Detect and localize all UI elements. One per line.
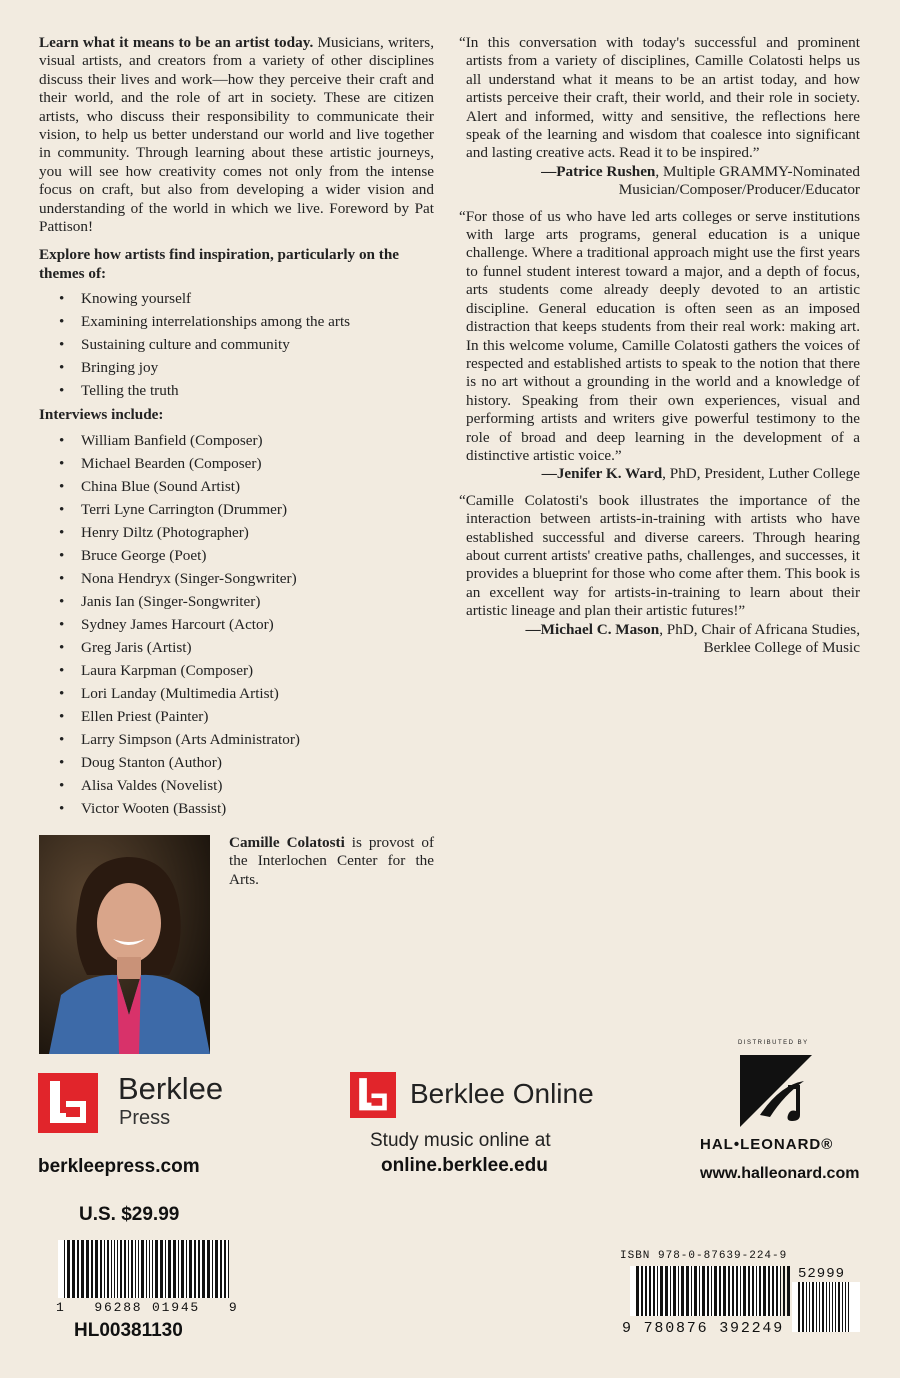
hal-leonard-logo-icon — [740, 1055, 812, 1127]
list-item: • Ellen Priest (Painter) — [39, 705, 434, 728]
barcode-bar — [660, 1266, 663, 1316]
quote-author: —Jenifer K. Ward — [541, 465, 663, 483]
list-item: • Henry Diltz (Photographer) — [39, 521, 434, 544]
barcode-bar — [657, 1266, 658, 1316]
list-item: • Sustaining culture and community — [39, 333, 434, 356]
barcode-bar — [816, 1282, 817, 1332]
berklee-press-name: Berklee — [118, 1071, 224, 1106]
barcode-bar — [768, 1266, 770, 1316]
barcode-bar — [806, 1282, 807, 1332]
barcode-bar — [670, 1266, 671, 1316]
quote-text: “For those of us who have led arts colleges or serve institutions with large arts programs, general education is a unique challenge. Where a traditional approach might use the first years to funnel student interest toward a major, and a depth of focus, arts students come already deeply devoted to an artistic discipline. General education is often seen as an imposed distraction that keeps students from their real work: making art. In this welcome volume, Camille Colatosti gathers the voices of respected and established artists to speak to the notion that there is no art without a grounding in the world and a knowledge of history. Speaking from their own experiences, visual and performing artists and writers give powerful testimony to the role of broad and deep learning in the development of a distinctive artistic voice.” — [459, 207, 860, 464]
barcode-bar — [714, 1266, 717, 1316]
right-column — [459, 34, 860, 665]
list-item: • China Blue (Sound Artist) — [39, 475, 434, 498]
barcode-bar — [702, 1266, 705, 1316]
barcode-bar — [678, 1266, 679, 1316]
barcode-bar — [645, 1266, 647, 1316]
barcode-bar — [776, 1266, 778, 1316]
barcode-bar — [224, 1240, 226, 1298]
quote-author-title: , PhD, President, Luther College — [662, 465, 860, 483]
barcode-bar — [728, 1266, 730, 1316]
barcode-bar — [155, 1240, 158, 1298]
quote-1 — [459, 34, 860, 200]
barcode-bar — [72, 1240, 75, 1298]
quote-attribution — [459, 621, 860, 658]
berklee-press-sub: Press — [119, 1107, 171, 1129]
list-item: • Sydney James Harcourt (Actor) — [39, 613, 434, 636]
quote-author-title: , PhD, Chair of Africana Studies, — [659, 620, 860, 638]
isbn-digits: 9 780876 392249 — [622, 1320, 785, 1337]
barcode-bar — [117, 1240, 118, 1298]
isbn-price-code: 52999 — [798, 1266, 846, 1282]
author-portrait-image — [39, 835, 210, 1054]
barcode-bar — [207, 1240, 210, 1298]
barcode-bar — [809, 1282, 810, 1332]
barcode-bar — [736, 1266, 738, 1316]
hal-leonard-url[interactable]: www.halleonard.com — [700, 1165, 860, 1182]
isbn-price-bars — [798, 1282, 851, 1332]
list-item: • Michael Bearden (Composer) — [39, 452, 434, 475]
hal-leonard-name: HAL•LEONARD® — [700, 1136, 834, 1153]
upc-bars — [64, 1240, 231, 1298]
quote-author-title-2: Musician/Composer/Producer/Educator — [618, 181, 860, 199]
barcode-bar — [691, 1266, 692, 1316]
barcode-bar — [104, 1240, 105, 1298]
list-item: • Greg Jaris (Artist) — [39, 636, 434, 659]
barcode-bar — [64, 1240, 65, 1298]
quote-text: “In this conversation with today's successful and prominent artists from a variety of disciplines, Camille Colatosti helps us all understand what it means to be an artist today, and how artists perceive their craft, their world, and their role in society. Alert and informed, witty and sensitive, the reflections here speak of the learning and wisdom that coalesce into significant and lasting creative acts. Read it to be inspired.” — [459, 34, 860, 162]
isbn-label: ISBN 978-0-87639-224-9 — [620, 1250, 788, 1262]
barcode-bar — [783, 1266, 785, 1316]
author-bio-text: is provost of the Interlochen Center for the Arts. — [229, 834, 435, 888]
barcode-bar — [212, 1240, 213, 1298]
barcode-bar — [752, 1266, 754, 1316]
barcode-bar — [763, 1266, 766, 1316]
barcode-bar — [686, 1266, 689, 1316]
list-item: • William Banfield (Composer) — [39, 429, 434, 452]
barcode-bar — [748, 1266, 750, 1316]
list-item: • Terri Lyne Carrington (Drummer) — [39, 498, 434, 521]
themes-heading: Explore how artists find inspiration, particularly on the themes of: — [39, 246, 400, 282]
barcode-bar — [138, 1240, 139, 1298]
barcode-bar — [707, 1266, 709, 1316]
barcode-bar — [128, 1240, 129, 1298]
upc-digits: 1 96288 01945 9 — [56, 1300, 239, 1315]
list-item: • Bringing joy — [39, 356, 434, 379]
barcode-bar — [228, 1240, 229, 1298]
author-name: Camille Colatosti — [229, 834, 345, 851]
barcode-bar — [152, 1240, 153, 1298]
barcode-bar — [165, 1240, 166, 1298]
list-item: • Knowing yourself — [39, 287, 434, 310]
quote-author-title-2: Berklee College of Music — [703, 639, 860, 656]
berklee-online-name: Berklee Online — [410, 1078, 594, 1109]
list-item: • Nona Hendryx (Singer-Songwriter) — [39, 567, 434, 590]
barcode-bar — [699, 1266, 700, 1316]
barcode-bar — [848, 1282, 849, 1332]
barcode-bar — [665, 1266, 668, 1316]
barcode-bar — [732, 1266, 734, 1316]
price: U.S. $29.99 — [79, 1204, 180, 1225]
barcode-bar — [772, 1266, 774, 1316]
barcode-bar — [149, 1240, 150, 1298]
barcode-bar — [812, 1282, 814, 1332]
barcode-bar — [107, 1240, 109, 1298]
quote-attribution — [459, 465, 860, 483]
barcode-bar — [743, 1266, 746, 1316]
barcode-bar — [759, 1266, 761, 1316]
barcode-bar — [681, 1266, 684, 1316]
barcode-bar — [160, 1240, 163, 1298]
barcode-bar — [819, 1282, 820, 1332]
barcode-bar — [198, 1240, 200, 1298]
barcode-bar — [181, 1240, 184, 1298]
barcode-bar — [756, 1266, 757, 1316]
berklee-press-url[interactable]: berkleepress.com — [38, 1156, 200, 1177]
barcode-bar — [838, 1282, 840, 1332]
barcode-bar — [202, 1240, 205, 1298]
barcode-bar — [649, 1266, 651, 1316]
barcode-bar — [141, 1240, 144, 1298]
barcode-bar — [798, 1282, 800, 1332]
barcode-bar — [189, 1240, 192, 1298]
hal-leonard-logo — [740, 1055, 812, 1132]
barcode-bar — [832, 1282, 833, 1332]
isbn-barcode — [630, 1266, 780, 1316]
barcode-bar — [86, 1240, 89, 1298]
barcode-bar — [780, 1266, 781, 1316]
list-item: • Victor Wooten (Bassist) — [39, 797, 434, 820]
intro-paragraph — [39, 34, 434, 236]
berklee-online-line1: Study music online at — [370, 1130, 551, 1151]
list-item: • Examining interrelationships among the arts — [39, 310, 434, 333]
barcode-bar — [220, 1240, 222, 1298]
berklee-press-logo — [38, 1073, 98, 1138]
barcode-bar — [723, 1266, 726, 1316]
barcode-bar — [146, 1240, 147, 1298]
intro-bold: Learn what it means to be an artist today. — [39, 34, 314, 51]
barcode-bar — [111, 1240, 112, 1298]
barcode-bar — [802, 1282, 804, 1332]
barcode-bar — [673, 1266, 676, 1316]
barcode-bar — [120, 1240, 122, 1298]
interviews-heading: Interviews include: — [39, 406, 164, 424]
barcode-bar — [91, 1240, 93, 1298]
quote-2 — [459, 208, 860, 484]
barcode-bar — [124, 1240, 126, 1298]
berklee-logo-icon — [38, 1073, 98, 1133]
barcode-bar — [168, 1240, 171, 1298]
quote-author: —Patrice Rushen — [541, 162, 656, 180]
barcode-bar — [186, 1240, 187, 1298]
quote-author-title: , Multiple GRAMMY-Nominated — [655, 162, 860, 180]
isbn-price-barcode — [792, 1282, 860, 1332]
list-item: • Larry Simpson (Arts Administrator) — [39, 728, 434, 751]
upc-barcode — [58, 1240, 228, 1298]
barcode-bar — [822, 1282, 824, 1332]
barcode-bar — [636, 1266, 639, 1316]
barcode-bar — [653, 1266, 655, 1316]
barcode-bar — [842, 1282, 843, 1332]
hl-code: HL00381130 — [74, 1320, 183, 1341]
barcode-bar — [95, 1240, 98, 1298]
interviews-list — [39, 429, 434, 820]
list-item: • Doug Stanton (Author) — [39, 751, 434, 774]
list-item: • Laura Karpman (Composer) — [39, 659, 434, 682]
list-item: • Alisa Valdes (Novelist) — [39, 774, 434, 797]
left-column — [39, 34, 434, 820]
barcode-bar — [740, 1266, 741, 1316]
barcode-bar — [135, 1240, 136, 1298]
barcode-bar — [711, 1266, 712, 1316]
themes-list — [39, 287, 434, 402]
berklee-online-logo — [350, 1072, 396, 1123]
barcode-bar — [835, 1282, 836, 1332]
quote-3 — [459, 492, 860, 658]
barcode-bar — [845, 1282, 846, 1332]
author-photo — [39, 835, 210, 1054]
barcode-bar — [67, 1240, 70, 1298]
author-bio — [229, 834, 434, 889]
list-item: • Janis Ian (Singer-Songwriter) — [39, 590, 434, 613]
barcode-bar — [81, 1240, 84, 1298]
barcode-bar — [173, 1240, 176, 1298]
quote-attribution — [459, 163, 860, 200]
barcode-bar — [114, 1240, 115, 1298]
barcode-bar — [77, 1240, 79, 1298]
list-item: • Telling the truth — [39, 379, 434, 402]
list-item: • Bruce George (Poet) — [39, 544, 434, 567]
barcode-bar — [719, 1266, 721, 1316]
distributed-by-label: DISTRIBUTED BY — [738, 1040, 809, 1046]
barcode-bar — [826, 1282, 827, 1332]
barcode-bar — [178, 1240, 179, 1298]
barcode-bar — [100, 1240, 102, 1298]
list-item: • Lori Landay (Multimedia Artist) — [39, 682, 434, 705]
barcode-bar — [694, 1266, 697, 1316]
berklee-online-logo-icon — [350, 1072, 396, 1118]
barcode-bar — [641, 1266, 643, 1316]
berklee-online-url[interactable]: online.berklee.edu — [381, 1155, 548, 1176]
isbn-bars — [636, 1266, 792, 1316]
barcode-bar — [194, 1240, 196, 1298]
quote-author: —Michael C. Mason — [525, 620, 660, 638]
quote-text: “Camille Colatosti's book illustrates the importance of the interaction between artists-in-training with artists who have established successful and diverse careers. Through hearing about current artists' creative paths, challenges, and successes, it provides a blueprint for those who come after them. This book is an excellent way for artists-in-training to learn about their artistic lineage and plan their artistic futures!” — [459, 491, 860, 620]
barcode-bar — [829, 1282, 830, 1332]
barcode-bar — [787, 1266, 790, 1316]
intro-text: Musicians, writers, visual artists, and creators from a variety of other disciplines discuss their lives and work—how they perceive their craft and their world, and the role of art in society. These are citizen artists, who discuss their responsibility to communicate their vision, to help us better understand our world and live together in community. Through learning about these artistic journeys, you will see how creativity comes not only from the intense focus on craft, but also from developing a wider vision and understanding of the world in which we live. Foreword by Pat Pattison! — [39, 34, 435, 236]
barcode-bar — [131, 1240, 133, 1298]
barcode-bar — [215, 1240, 218, 1298]
